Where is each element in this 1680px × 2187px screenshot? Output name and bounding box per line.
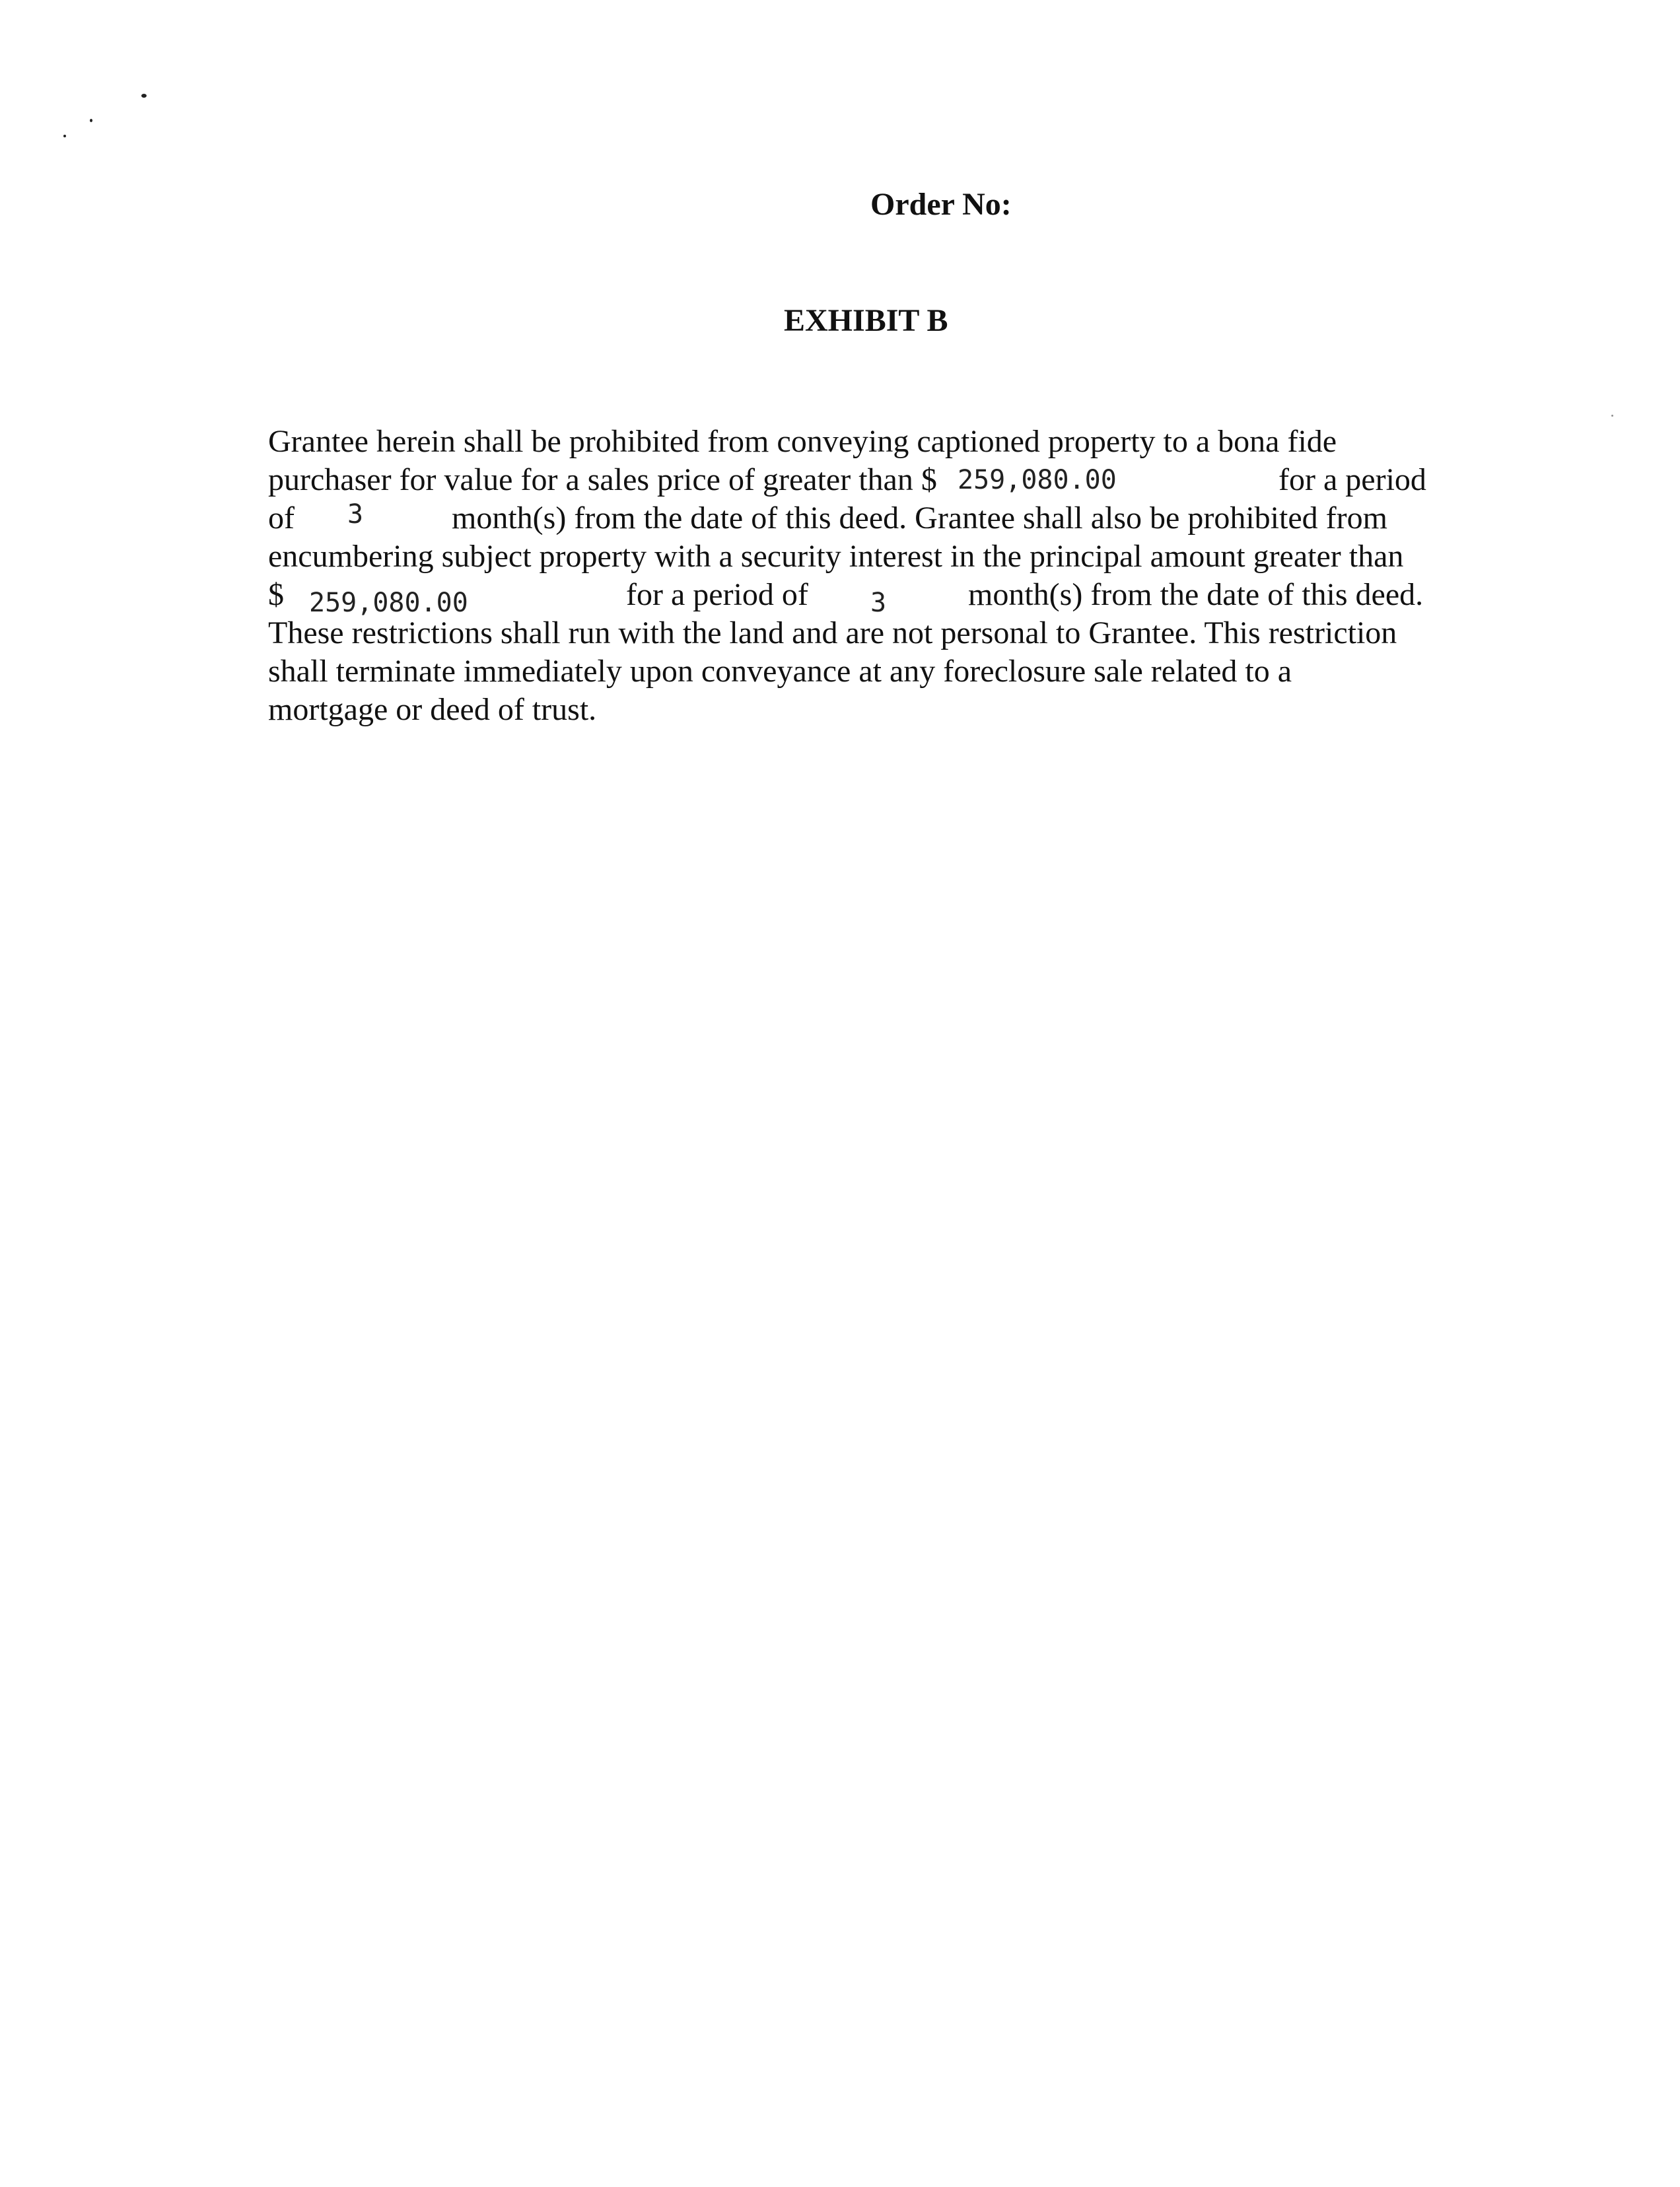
paragraph-line-5-mid: for a period of [626, 577, 808, 612]
order-number-label: Order No: [870, 187, 1012, 222]
scan-speck [1611, 415, 1613, 417]
paragraph-line-7: shall terminate immediately upon conveyance at any foreclosure sale related to a [268, 654, 1292, 689]
paragraph-line-4: encumbering subject property with a security interest in the principal amount greater than [268, 539, 1404, 574]
paragraph-line-6: These restrictions shall run with the land and are not personal to Grantee. This restriction [268, 615, 1397, 650]
security-amount-value: 259,080.00 [309, 588, 468, 618]
scan-speck [90, 119, 92, 122]
scan-speck [63, 135, 66, 137]
scan-speck [141, 94, 147, 98]
paragraph-line-5-dollar: $ [268, 577, 284, 612]
encumbrance-months-value: 3 [870, 588, 887, 618]
paragraph-line-2-end: for a period [1278, 462, 1426, 497]
paragraph-line-3-start: of [268, 501, 295, 536]
paragraph-line-3-end: month(s) from the date of this deed. Grantee shall also be prohibited from [452, 501, 1387, 536]
paragraph-line-1: Grantee herein shall be prohibited from conveying captioned property to a bona fide [268, 424, 1337, 459]
exhibit-title: EXHIBIT B [784, 303, 948, 338]
paragraph-line-2-start: purchaser for value for a sales price of greater than $ [268, 462, 937, 497]
sales-price-value: 259,080.00 [958, 465, 1117, 495]
paragraph-line-5-end: month(s) from the date of this deed. [968, 577, 1424, 612]
period-months-value: 3 [347, 499, 364, 530]
paragraph-line-8: mortgage or deed of trust. [268, 692, 597, 727]
